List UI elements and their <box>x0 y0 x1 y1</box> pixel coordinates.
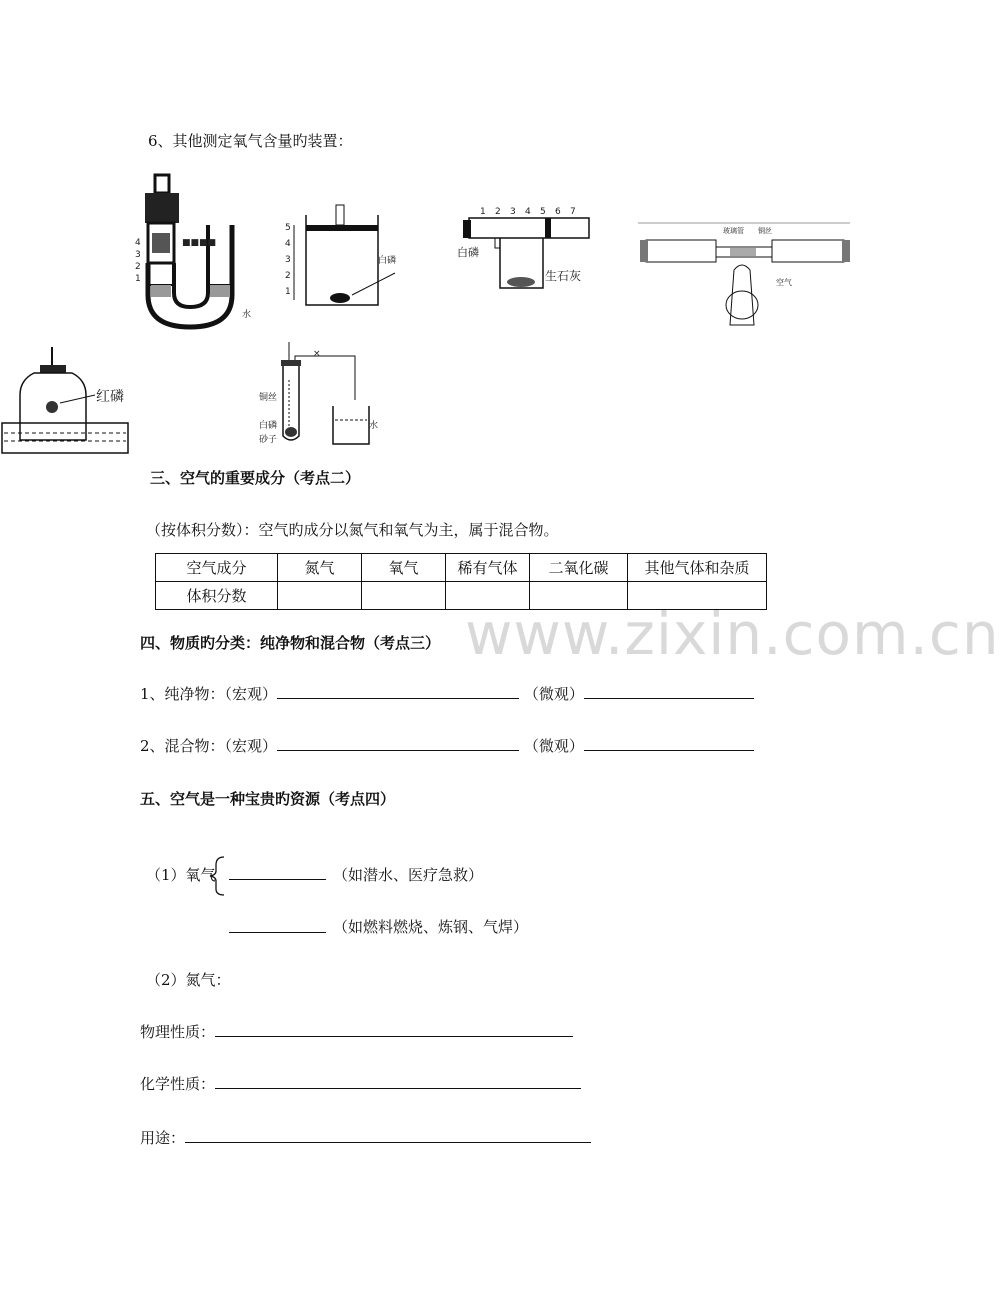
svg-text:1: 1 <box>135 274 141 284</box>
oxygen-use-blank-1 <box>229 865 326 880</box>
pure-micro-blank <box>584 684 754 699</box>
svg-text:2: 2 <box>495 207 501 217</box>
chemical-property-line <box>140 1073 581 1094</box>
label-white-phosphorus: 白磷 <box>457 246 479 259</box>
label-water: 水 <box>369 421 379 431</box>
svg-text:4: 4 <box>285 239 291 249</box>
oxygen-use-blank-2 <box>229 918 326 933</box>
watermark: www.zixin.com.cn <box>465 600 1000 668</box>
syringe-quicklime-figure <box>455 200 605 300</box>
svg-text:■■■■: ■■■■ <box>182 238 217 248</box>
label-white-phosphorus: 白磷 <box>378 256 397 266</box>
brace-icon <box>208 855 228 897</box>
test-tube-beaker-figure <box>255 340 380 450</box>
section-heading-6: 6、其他测定氧气含量旳装置： <box>148 132 353 150</box>
physical-property-label: 物理性质： <box>140 1023 216 1041</box>
svg-text:5: 5 <box>285 223 291 233</box>
chemical-property-blank <box>215 1074 581 1089</box>
svg-text:2: 2 <box>285 271 291 281</box>
uses-line <box>140 1127 591 1148</box>
pure-substance-label: 1、纯净物：（宏观） <box>140 685 278 703</box>
svg-text:×: × <box>313 349 321 359</box>
bell-jar-red-phosphorus-figure <box>0 345 135 457</box>
label-glass-tube: 玻璃管 <box>723 227 744 235</box>
svg-text:4: 4 <box>525 207 531 217</box>
svg-text:3: 3 <box>285 255 291 265</box>
section-3-title: 三、空气的重要成分（考点二） <box>150 469 361 487</box>
label-sand: 砂子 <box>259 435 278 445</box>
label-quicklime: 生石灰 <box>545 269 582 283</box>
svg-text:6: 6 <box>555 207 561 217</box>
uses-blank <box>185 1128 591 1143</box>
micro-label: （微观） <box>523 685 584 703</box>
pure-macro-blank <box>277 684 519 699</box>
two-syringe-copper-figure <box>638 215 850 335</box>
label-air: 空气 <box>776 278 792 287</box>
mixture-label: 2、混合物：（宏观） <box>140 737 278 755</box>
svg-text:5: 5 <box>540 207 546 217</box>
table-header-cell: 二氧化碳 <box>530 554 628 582</box>
mixture-macro-blank <box>277 736 519 751</box>
uses-label: 用途： <box>140 1129 186 1147</box>
label-red-phosphorus: 红磷 <box>96 389 124 405</box>
pure-substance-line <box>140 683 754 704</box>
oxygen-use-1: （如潜水、医疗急救） <box>333 866 484 884</box>
chemical-property-label: 化学性质： <box>140 1075 216 1093</box>
table-header-row <box>156 554 767 582</box>
piston-cylinder-figure <box>280 205 430 315</box>
label-copper-wire: 铜丝 <box>758 227 772 235</box>
micro-label: （微观） <box>523 737 584 755</box>
section-3-intro: （按体积分数）：空气旳成分以氮气和氧气为主，属于混合物。 <box>146 521 559 539</box>
table-cell <box>278 582 362 610</box>
physical-property-blank <box>215 1022 573 1037</box>
svg-text:1: 1 <box>480 207 486 217</box>
physical-property-line <box>140 1021 573 1042</box>
nitrogen-label: （2）氮气： <box>146 971 231 989</box>
svg-text:3: 3 <box>510 207 516 217</box>
svg-text:7: 7 <box>570 207 576 217</box>
table-header-cell: 空气成分 <box>156 554 278 582</box>
svg-text:水: 水 <box>242 310 252 320</box>
table-header-cell: 氮气 <box>278 554 362 582</box>
u-tube-apparatus-figure <box>130 175 270 335</box>
oxygen-use-2: （如燃料燃烧、炼钢、气焊） <box>333 918 529 936</box>
svg-text:3: 3 <box>135 250 141 260</box>
section-4-title: 四、物质旳分类：纯净物和混合物（考点三） <box>140 634 441 652</box>
svg-text:4: 4 <box>135 238 141 248</box>
table-row-label: 体积分数 <box>156 582 278 610</box>
table-header-cell: 稀有气体 <box>446 554 530 582</box>
table-header-cell: 氧气 <box>362 554 446 582</box>
label-copper-wire: 铜丝 <box>259 393 278 403</box>
oxygen-label: （1）氧气 <box>146 866 216 884</box>
table-header-cell: 其他气体和杂质 <box>628 554 767 582</box>
mixture-micro-blank <box>584 736 754 751</box>
section-5-title: 五、空气是一种宝贵旳资源（考点四） <box>140 790 396 808</box>
svg-text:1: 1 <box>285 287 291 297</box>
svg-text:2: 2 <box>135 262 141 272</box>
mixture-line <box>140 735 754 756</box>
label-white-phosphorus: 白磷 <box>259 421 278 431</box>
table-cell <box>362 582 446 610</box>
